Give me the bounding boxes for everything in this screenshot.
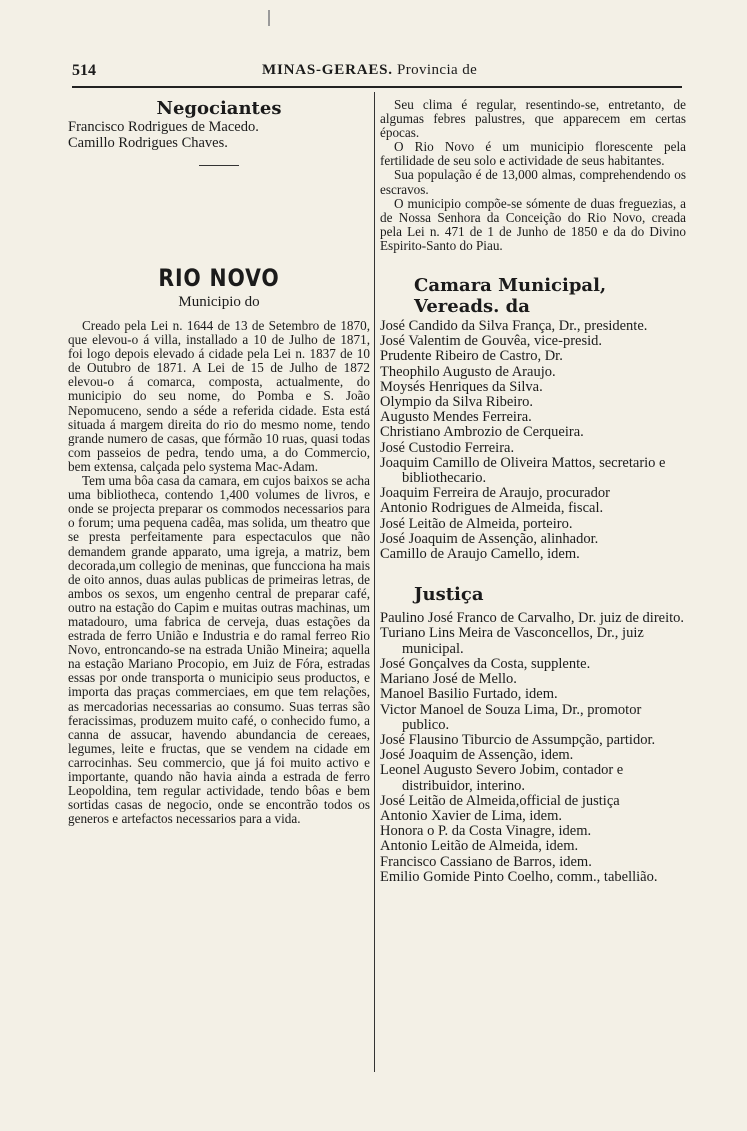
right-column xyxy=(380,98,686,885)
paragraph-fertility: O Rio Novo é um municipio florescente pela fertilidade de seu solo e actividade de seus habitantes. xyxy=(380,139,686,169)
justice-official: José Joaquim de Assenção, idem. xyxy=(380,747,574,764)
council-member: José Leitão de Almeida, porteiro. xyxy=(380,515,573,532)
paragraph-climate: Seu clima é regular, resentindo-se, entretanto, de algumas febres palustres, que apparecem em certas épocas. xyxy=(380,97,686,141)
justice-official: Paulino José Franco de Carvalho, Dr. juiz de direito. xyxy=(380,610,685,627)
council-member: Augusto Mendes Ferreira. xyxy=(380,409,532,426)
council-member: Olympio da Silva Ribeiro. xyxy=(380,394,534,411)
justice-official: José Flausino Tiburcio de Assumpção, partidor. xyxy=(380,731,656,748)
justice-official: Victor Manoel de Souza Lima, Dr., promotor publico. xyxy=(380,701,642,733)
justice-official: Francisco Cassiano de Barros, idem. xyxy=(380,853,592,870)
camara-heading: Camara Municipal, Vereads. da xyxy=(414,275,607,318)
running-title xyxy=(262,62,477,79)
page-number: 514 xyxy=(72,62,96,79)
running-title-bold: MINAS-GERAES. xyxy=(262,62,393,78)
merchant-name: Camillo Rodrigues Chaves. xyxy=(68,135,228,151)
justice-official: Antonio Leitão de Almeida, idem. xyxy=(380,838,579,855)
rio-novo-subtitle: Municipio do xyxy=(178,294,260,310)
left-column xyxy=(68,98,370,826)
justice-official: Turiano Lins Meira de Vasconcellos, Dr., juiz municipal. xyxy=(380,625,644,657)
justice-official: Antonio Xavier de Lima, idem. xyxy=(380,807,563,824)
justice-official: Mariano José de Mello. xyxy=(380,671,517,688)
council-member: Moysés Henriques da Silva. xyxy=(380,378,543,395)
justice-official: José Leitão de Almeida,official de justiça xyxy=(380,792,620,809)
paragraph-parishes: O municipio compõe-se sómente de duas freguezias, a de Nossa Senhora da Conceição do Rio Novo, creada pela Lei n. 471 de 1 de Junho de 1850 e da do Divino Espirito-Santo do Piau. xyxy=(380,195,686,253)
council-member: José Candido da Silva França, Dr., presidente. xyxy=(380,318,648,335)
council-member: Prudente Ribeiro de Castro, Dr. xyxy=(380,348,563,365)
justica-list xyxy=(380,611,686,885)
negociantes-list xyxy=(68,119,370,151)
paragraph-population: Sua população é de 13,000 almas, comprehendendo os escravos. xyxy=(380,167,686,197)
council-member: Camillo de Araujo Camello, idem. xyxy=(380,546,580,563)
council-member: Christiano Ambrozio de Cerqueira. xyxy=(380,424,584,441)
running-title-rest: Provincia de xyxy=(397,62,478,78)
justice-official: Emilio Gomide Pinto Coelho, comm., tabellião. xyxy=(380,868,658,885)
section-separator xyxy=(199,165,239,166)
justice-official: Leonel Augusto Severo Jobim, contador e distribuidor, interino. xyxy=(380,762,624,794)
council-member: José Valentim de Gouvêa, vice-presid. xyxy=(380,333,603,350)
council-member: José Joaquim de Assenção, alinhador. xyxy=(380,530,599,547)
council-member: Antonio Rodrigues de Almeida, fiscal. xyxy=(380,500,604,517)
merchant-name: Francisco Rodrigues de Macedo. xyxy=(68,119,259,135)
scan-mark xyxy=(268,10,270,26)
justice-official: Honora o P. da Costa Vinagre, idem. xyxy=(380,823,592,840)
council-member: José Custodio Ferreira. xyxy=(380,439,515,456)
paragraph-description: Tem uma bôa casa da camara, em cujos baixos se acha uma bibliotheca, contendo 1,400 volumes de livros, e onde se projecta preparar os commodos necessarios para o forum; uma pequena cadêa, mas solida, um theatro que se presta perfeitamente para espectaculos que não demandem grande apparato, uma igreja, a matriz, bem decorada,um collegio de meninas, que funcciona ha mais de oito annos, duas aulas publicas de primeiras letras, de ambos os sexos, um engenho central de preparar café, outro na estação do Capim e muitas outras machinas, um matadouro, uma fabrica de cerveja, duas estações da estrada de ferro União e Industria e do ramal ferreo Rio Novo, entroncando-se na estrada União Mineira; aquella na estação Mariano Procopio, em Juiz de Fóra, estradas essas por onde transporta o municipio seus productos, e importa das praças commerciaes, em que tem relações, as mercadorias necessarias ao consumo. Suas terras são feracissimas, produzem muito café, o conhecido fumo, a canna de assucar, havendo abundancia de cereaes, legumes, leite e fructas, que se vendem na cidade em carrocinhas. Seu commercio, que já foi muito activo e importante, quando não havia ainda a estrada de ferro Leopoldina, tem regular actividade, tendo bôas e bem sortidas casas de negocio, onde se encontrão todos os generos e artefactos necessarios para a vida. xyxy=(68,473,370,827)
page-header xyxy=(72,62,688,84)
paragraph-history: Creado pela Lei n. 1644 de 13 de Setembro de 1870, que elevou-o á villa, installado a 10 de Julho de 1871, foi logo depois elevado á cidade pela Lei n. 1837 de 10 de Outubro de 1871. A Lei de 15 de Julho de 1872 elevou-o á comarca, composta, actualmente, do municipio do seu nome, do Pomba e S. João Nepomuceno, sendo a séde a referida cidade. Esta está situada á margem direita do rio do mesmo nome, tendo grande numero de casas, que fórmão 10 ruas, quasi todas com passeios de pedra, tendo uma, a do Commercio, bem extensa, calçada pelo systema Mac-Adam. xyxy=(68,318,370,474)
negociantes-heading: Negociantes xyxy=(156,98,282,119)
justice-official: Manoel Basilio Furtado, idem. xyxy=(380,686,558,703)
justice-official: José Gonçalves da Costa, supplente. xyxy=(380,655,591,672)
rio-novo-title: RIO NOVO xyxy=(158,264,280,292)
camara-list xyxy=(380,319,686,562)
header-rule xyxy=(72,86,682,88)
council-member: Theophilo Augusto de Araujo. xyxy=(380,363,556,380)
justica-heading: Justiça xyxy=(414,584,484,606)
council-member: Joaquim Camillo de Oliveira Mattos, secretario e bibliothecario. xyxy=(380,454,666,487)
column-divider xyxy=(374,92,375,1072)
council-member: Joaquim Ferreira de Araujo, procurador xyxy=(380,485,610,502)
